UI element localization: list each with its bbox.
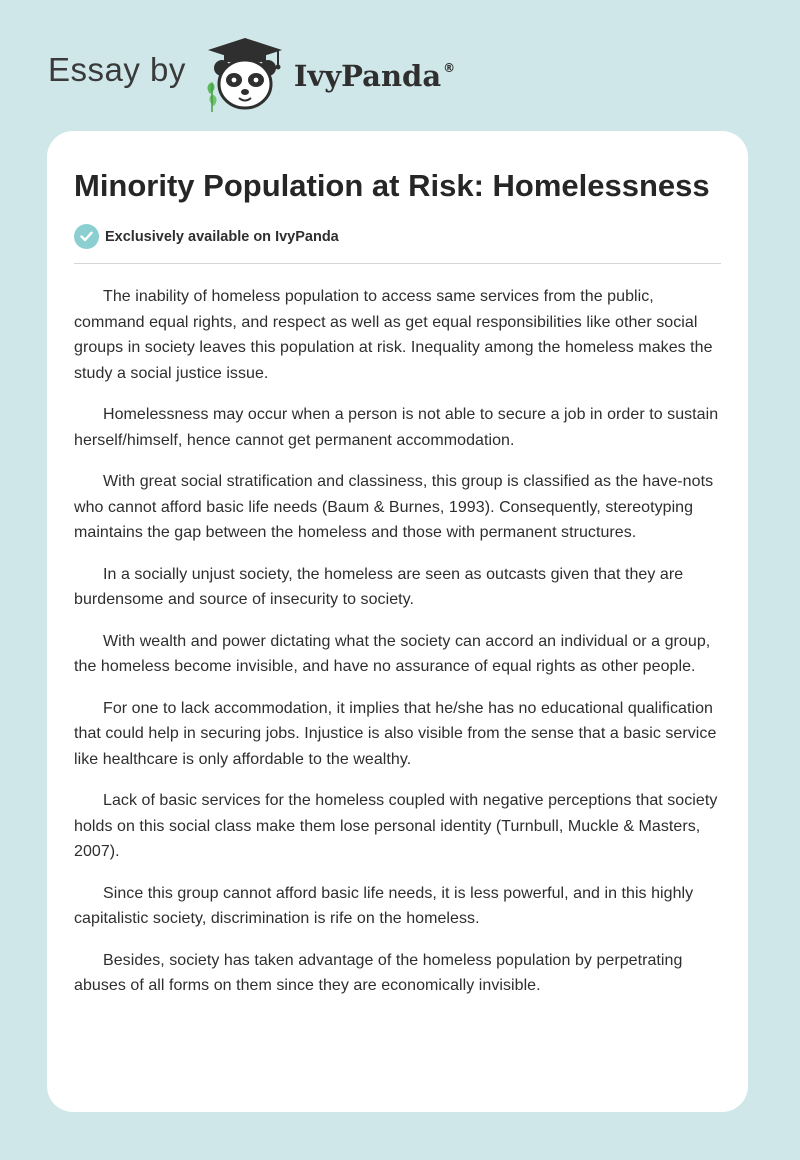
brand-registered-mark: ® — [443, 61, 456, 75]
brand-name[interactable] — [294, 59, 455, 93]
paragraph: Besides, society has taken advantage of the homeless population by perpetrating abuses of all forms on them since they are economically invisible. — [74, 951, 683, 994]
exclusive-label: Exclusively available on IvyPanda — [105, 228, 339, 245]
article-body — [74, 284, 721, 999]
paragraph: With great social stratification and classiness, this group is classified as the have-nots who cannot afford basic life needs (Baum & Burnes, 1993). Consequently, stereotyping maintains the gap between the homeless and those with permanent structures. — [74, 473, 714, 541]
exclusive-badge-row — [74, 224, 721, 264]
check-circle-icon — [74, 224, 99, 249]
site-header — [48, 34, 455, 114]
article-card — [47, 131, 748, 1112]
paragraph: In a socially unjust society, the homeless are seen as outcasts given that they are burdensome and source of insecurity to society. — [74, 565, 684, 608]
panda-graduate-logo-icon[interactable] — [200, 34, 290, 114]
paragraph: With wealth and power dictating what the society can accord an individual or a group, the homeless become invisible, and have no assurance of equal rights as other people. — [74, 632, 711, 675]
essay-by-label: Essay by — [48, 51, 186, 88]
paragraph: The inability of homeless population to access same services from the public, command equal rights, and respect as well as get equal responsibilities like other social groups in society leaves this population at risk. Inequality among the homeless makes the study a social justice issue. — [74, 288, 713, 382]
paragraph: Homelessness may occur when a person is not able to secure a job in order to sustain herself/himself, hence cannot get permanent accommodation. — [74, 406, 719, 449]
brand-name-text: IvyPanda — [293, 59, 442, 93]
page-title: Minority Population at Risk: Homelessness — [74, 168, 710, 203]
paragraph: For one to lack accommodation, it implies that he/she has no educational qualification that could help in securing jobs. Injustice is also visible from the sense that a basic service like healthcare is only affordable to the wealthy. — [74, 699, 717, 768]
paragraph: Since this group cannot afford basic life needs, it is less powerful, and in this highly capitalistic society, discrimination is rife on the homeless. — [74, 884, 694, 927]
paragraph: Lack of basic services for the homeless coupled with negative perceptions that society holds on this social class make them lose personal identity (Turnbull, Muckle & Masters, 2007). — [74, 792, 718, 860]
